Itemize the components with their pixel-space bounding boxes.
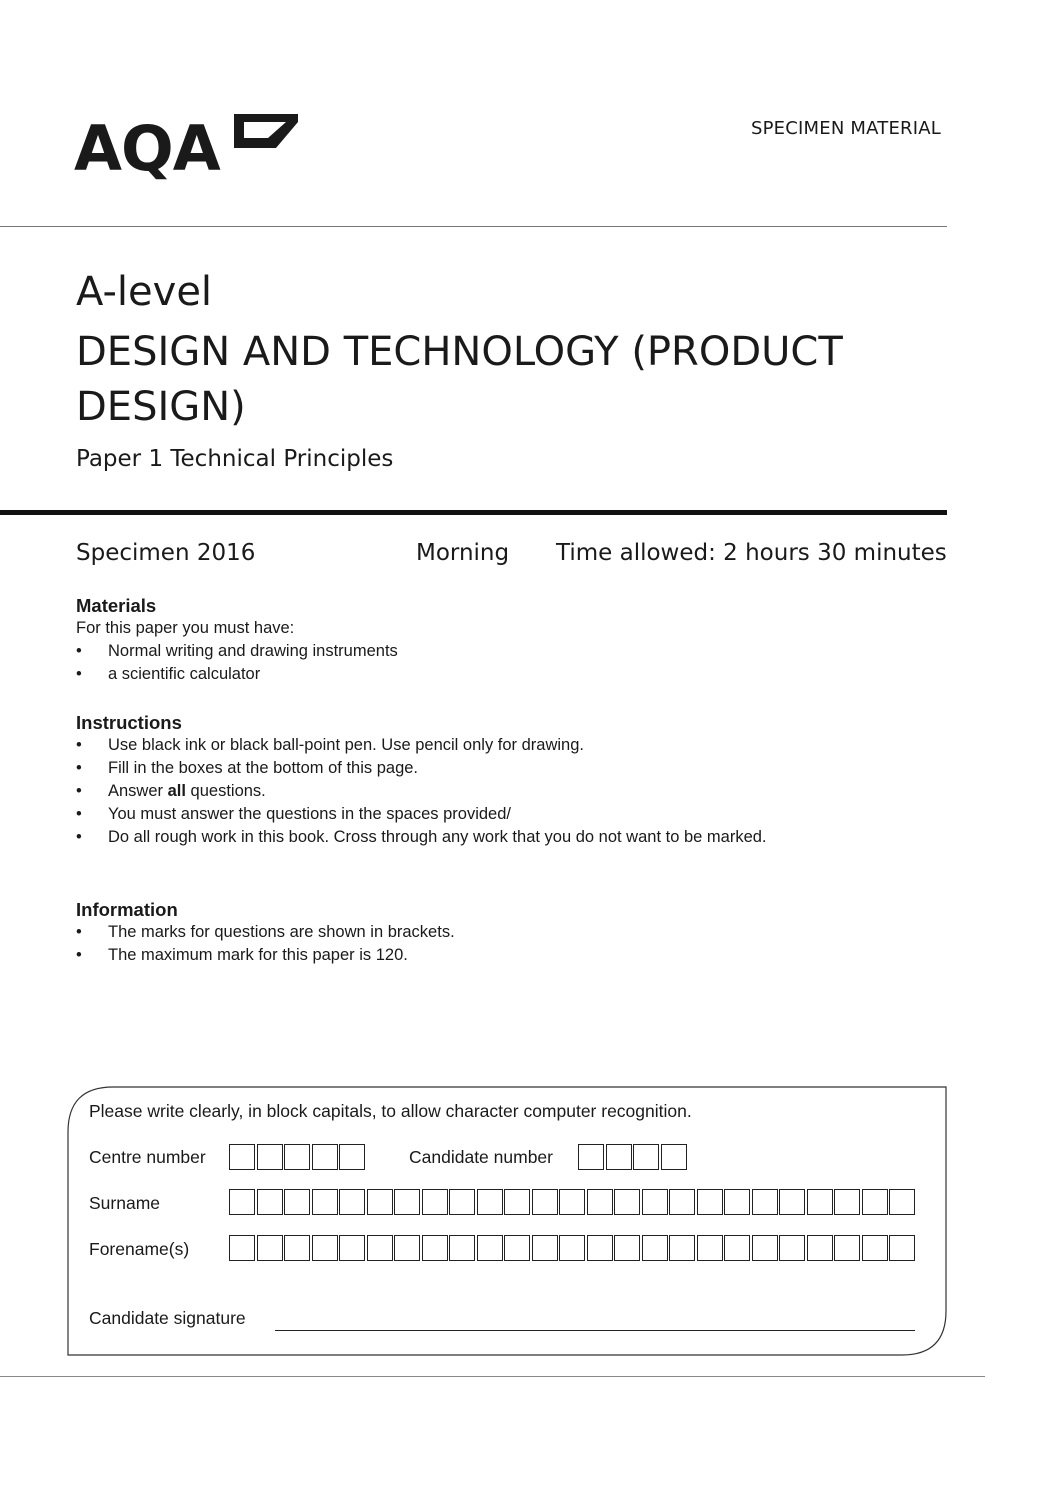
title-divider [0,510,947,515]
character-cell[interactable] [477,1235,503,1261]
information-section [76,899,455,967]
character-cell[interactable] [862,1189,888,1215]
character-cell[interactable] [606,1144,632,1170]
centre-number-input[interactable] [229,1144,367,1170]
candidate-number-input[interactable] [578,1144,688,1170]
materials-section [76,595,398,686]
character-cell[interactable] [669,1235,695,1261]
aqa-logo-mark-icon [228,108,302,154]
character-cell[interactable] [532,1235,558,1261]
subject-title-line1: DESIGN AND TECHNOLOGY (PRODUCT [76,329,843,375]
information-heading: Information [76,899,178,920]
instructions-item: • Use black ink or black ball-point pen. Use pencil only for drawing. [76,734,767,757]
character-cell[interactable] [257,1189,283,1215]
paper-title: Paper 1 Technical Principles [76,446,394,472]
signature-label: Candidate signature [89,1308,246,1328]
forename-label: Forename(s) [89,1239,190,1259]
character-cell[interactable] [449,1189,475,1215]
character-cell[interactable] [532,1189,558,1215]
character-cell[interactable] [394,1189,420,1215]
character-cell[interactable] [229,1144,255,1170]
character-cell[interactable] [312,1189,338,1215]
session-date: Specimen 2016 [76,540,256,566]
specimen-label: SPECIMEN MATERIAL [751,118,941,139]
character-cell[interactable] [724,1189,750,1215]
level-title: A-level [76,269,213,315]
character-cell[interactable] [422,1235,448,1261]
character-cell[interactable] [697,1235,723,1261]
surname-input[interactable] [229,1189,917,1215]
character-cell[interactable] [633,1144,659,1170]
character-cell[interactable] [367,1189,393,1215]
character-cell[interactable] [312,1235,338,1261]
character-cell[interactable] [669,1189,695,1215]
character-cell[interactable] [284,1189,310,1215]
character-cell[interactable] [889,1235,915,1261]
instructions-item3-pre: Answer [108,782,168,800]
character-cell[interactable] [229,1235,255,1261]
character-cell[interactable] [752,1235,778,1261]
session-time-of-day: Morning [416,540,510,566]
character-cell[interactable] [449,1235,475,1261]
character-cell[interactable] [257,1144,283,1170]
character-cell[interactable] [339,1235,365,1261]
character-cell[interactable] [504,1189,530,1215]
character-cell[interactable] [339,1189,365,1215]
character-cell[interactable] [312,1144,338,1170]
subject-title-line2: DESIGN) [76,384,246,430]
instructions-item: • You must answer the questions in the spaces provided/ [76,803,767,826]
character-cell[interactable] [339,1144,365,1170]
character-cell[interactable] [394,1235,420,1261]
character-cell[interactable] [477,1189,503,1215]
character-cell[interactable] [724,1235,750,1261]
instructions-item: • Fill in the boxes at the bottom of this page. [76,757,767,780]
character-cell[interactable] [559,1235,585,1261]
footer-divider [0,1376,985,1377]
materials-item: • a scientific calculator [76,663,398,686]
character-cell[interactable] [284,1235,310,1261]
character-cell[interactable] [697,1189,723,1215]
character-cell[interactable] [422,1189,448,1215]
character-cell[interactable] [578,1144,604,1170]
instructions-item: • Do all rough work in this book. Cross through any work that you do not want to be marked. [76,826,767,849]
character-cell[interactable] [642,1235,668,1261]
character-cell[interactable] [587,1235,613,1261]
character-cell[interactable] [834,1189,860,1215]
character-cell[interactable] [257,1235,283,1261]
character-cell[interactable] [614,1189,640,1215]
materials-intro: For this paper you must have: [76,619,295,637]
character-cell[interactable] [367,1235,393,1261]
character-cell[interactable] [614,1235,640,1261]
character-cell[interactable] [807,1235,833,1261]
surname-label: Surname [89,1193,161,1213]
character-cell[interactable] [889,1189,915,1215]
aqa-logo [74,104,314,190]
instructions-item3-bold: all [167,782,186,800]
information-item: • The marks for questions are shown in brackets. [76,921,455,944]
character-cell[interactable] [587,1189,613,1215]
character-cell[interactable] [834,1235,860,1261]
logo-text: AQA [74,112,220,185]
character-cell[interactable] [229,1189,255,1215]
character-cell[interactable] [284,1144,310,1170]
materials-heading: Materials [76,595,157,616]
character-cell[interactable] [779,1189,805,1215]
header-divider [0,226,947,227]
centre-number-label: Centre number [89,1147,206,1167]
character-cell[interactable] [504,1235,530,1261]
character-cell[interactable] [642,1189,668,1215]
character-cell[interactable] [779,1235,805,1261]
instructions-heading: Instructions [76,712,182,733]
session-time-allowed: Time allowed: 2 hours 30 minutes [556,540,947,566]
character-cell[interactable] [559,1189,585,1215]
candidate-prompt: Please write clearly, in block capitals, to allow character computer recognition. [89,1101,692,1121]
character-cell[interactable] [807,1189,833,1215]
instructions-item [76,780,767,803]
character-cell[interactable] [752,1189,778,1215]
materials-item: • Normal writing and drawing instruments [76,640,398,663]
character-cell[interactable] [661,1144,687,1170]
instructions-item3-post: questions. [185,782,266,800]
instructions-section [76,712,767,849]
candidate-number-label: Candidate number [409,1147,553,1167]
information-item: • The maximum mark for this paper is 120. [76,944,455,967]
character-cell[interactable] [862,1235,888,1261]
forename-input[interactable] [229,1235,917,1261]
signature-line[interactable] [275,1330,915,1331]
